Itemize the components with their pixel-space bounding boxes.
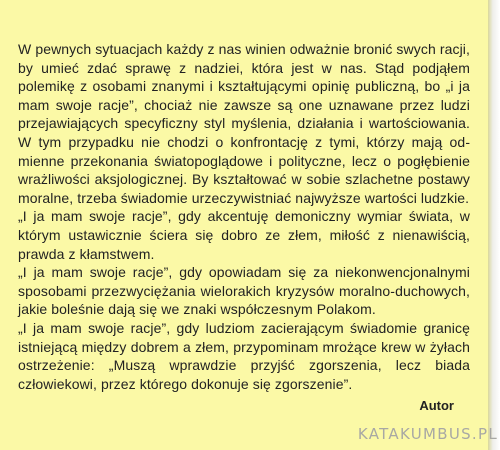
paragraph-crises: „I ja mam swoje racje”, gdy opowiadam się za niekonwencjonalnymi sposobami przezwyciężania wielorakich kryzysów moralno-duchowych, jakie boleśnie dają się we znaki współczesnym Polakom.: [18, 264, 470, 318]
paragraph-intro: W pewnych sytuacjach każdy z nas winien odważnie bronić swych racji, by umieć zdać sprawę z nadziei, która jest w nas. Stąd podjąłem polemikę z osobami znanymi i kształtującymi opinię publiczną, bo „i ja mam swoje racje”, chociaż nie zawsze są one uznawane przez ludzi przejawiających specyficzny styl myślenia, działania i wartościowania. W tym przypadku nie chodzi o konfrontację z tymi, którzy mają odmienne przekonania światopoglądowe i polityczne, lecz o pogłębienie wrażliwości aksjologicznej. By kształtować w sobie szlachetne postawy moralne, trzeba świadomie urzeczywistniać najwyższe wartości ludzkie.: [18, 41, 470, 206]
author-signature: Autor: [419, 398, 454, 413]
watermark-text: KATAKUMBUS.PL: [357, 425, 498, 443]
paragraph-warning: „I ja mam swoje racje”, gdy ludziom zacierającym świadomie granicę istniejącą między dobrem a złem, przypominam mrożące krew w żyłach ostrzeżenie: „Muszą wprawdzie przyjść zgorszenia, lecz biada człowiekowi, przez którego dokonuje się zgorszenie”.: [18, 319, 470, 392]
cover-text: [18, 40, 470, 393]
paragraph-demonic-dimension: „I ja mam swoje racje”, gdy akcentuję demoniczny wymiar świata, w którym ustawicznie ściera się dobro ze złem, miłość z nienawiścią, prawda z kłamstwem.: [18, 208, 470, 262]
page-edge-shadow: [488, 0, 500, 450]
